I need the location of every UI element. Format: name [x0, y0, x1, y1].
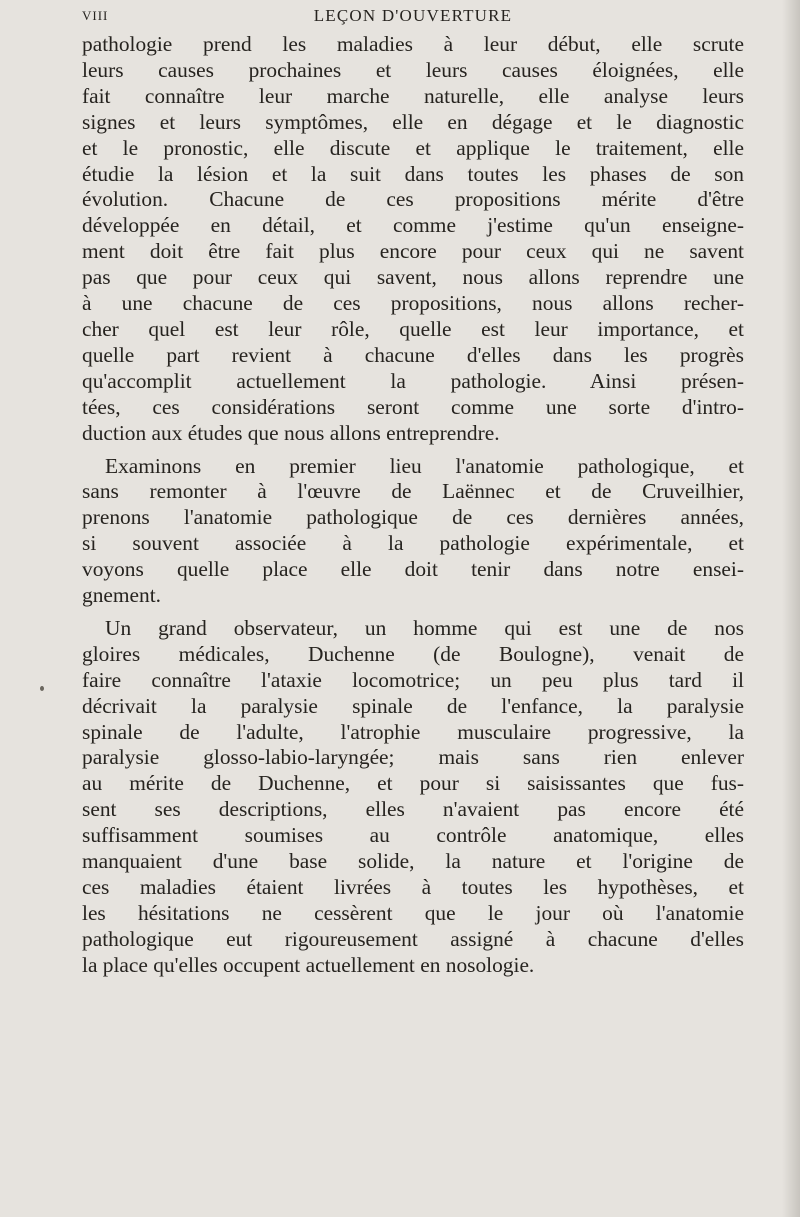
text-line: gnement. — [82, 583, 162, 608]
running-head — [82, 6, 744, 30]
text-line: développée en détail, et comme j'estime qu'un enseigne- — [82, 213, 744, 238]
print-speck — [40, 686, 44, 691]
text-line: pas que pour ceux qui savent, nous allons reprendre une — [82, 265, 744, 290]
text-line: sent ses descriptions, elles n'avaient pas encore été — [82, 797, 744, 822]
text-line: qu'accomplit actuellement la pathologie. Ainsi présen- — [82, 368, 744, 393]
paragraph-1 — [82, 32, 744, 447]
body-text — [82, 32, 744, 979]
text-line: leurs causes prochaines et leurs causes éloignées, elle — [82, 57, 744, 82]
text-line: Examinons en premier lieu l'anatomie pathologique, et — [105, 453, 744, 478]
text-line: à une chacune de ces propositions, nous allons recher- — [82, 291, 744, 316]
text-line: prenons l'anatomie pathologique de ces dernières années, — [82, 505, 744, 530]
text-line: évolution. Chacune de ces propositions mérite d'être — [82, 187, 744, 212]
text-line: gloires médicales, Duchenne (de Boulogne), venait de — [82, 641, 744, 666]
paragraph-3 — [82, 616, 744, 979]
text-line: voyons quelle place elle doit tenir dans notre ensei- — [82, 557, 744, 582]
text-line: cher quel est leur rôle, quelle est leur importance, et — [82, 316, 744, 341]
text-line: décrivait la paralysie spinale de l'enfance, la paralysie — [82, 693, 744, 718]
text-line: spinale de l'adulte, l'atrophie musculaire progressive, la — [82, 719, 744, 744]
text-line: si souvent associée à la pathologie expérimentale, et — [82, 531, 744, 556]
text-line: pathologie prend les maladies à leur début, elle scrute — [82, 32, 744, 56]
text-line: ces maladies étaient livrées à toutes les hypothèses, et — [82, 875, 744, 899]
text-line: suffisamment soumises au contrôle anatomique, elles — [82, 823, 744, 848]
text-line: pathologique eut rigoureusement assigné à chacune d'elles — [82, 926, 744, 951]
page-number: VIII — [82, 8, 109, 23]
text-line: ment doit être fait plus encore pour ceux qui ne savent — [82, 239, 744, 264]
text-line: les hésitations ne cessèrent que le jour où l'anatomie — [82, 900, 744, 925]
text-line: étudie la lésion et la suit dans toutes les phases de son — [82, 161, 744, 186]
text-line: manquaient d'une base solide, la nature et l'origine de — [82, 849, 744, 874]
text-line: faire connaître l'ataxie locomotrice; un peu plus tard il — [82, 667, 744, 692]
text-line: sans remonter à l'œuvre de Laënnec et de Cruveilhier, — [82, 479, 744, 504]
text-line: paralysie glosso-labio-laryngée; mais sans rien enlever — [82, 745, 744, 770]
text-line: tées, ces considérations seront comme une sorte d'intro- — [82, 394, 744, 419]
text-line: fait connaître leur marche naturelle, elle analyse leurs — [82, 83, 744, 108]
text-line: au mérite de Duchenne, et pour si saisissantes que fus- — [82, 771, 744, 796]
text-line: la place qu'elles occupent actuellement en nosologie. — [82, 952, 535, 977]
text-line: duction aux études que nous allons entreprendre. — [82, 420, 500, 445]
running-title: LEÇON D'OUVERTURE — [313, 6, 513, 25]
page-edge-shadow — [782, 0, 800, 1217]
text-line: quelle part revient à chacune d'elles dans les progrès — [82, 342, 744, 367]
paragraph-2 — [82, 454, 744, 609]
text-line: Un grand observateur, un homme qui est une de nos — [105, 615, 744, 640]
text-line: signes et leurs symptômes, elle en dégage et le diagnostic — [82, 109, 744, 134]
text-line: et le pronostic, elle discute et applique le traitement, elle — [82, 135, 744, 160]
